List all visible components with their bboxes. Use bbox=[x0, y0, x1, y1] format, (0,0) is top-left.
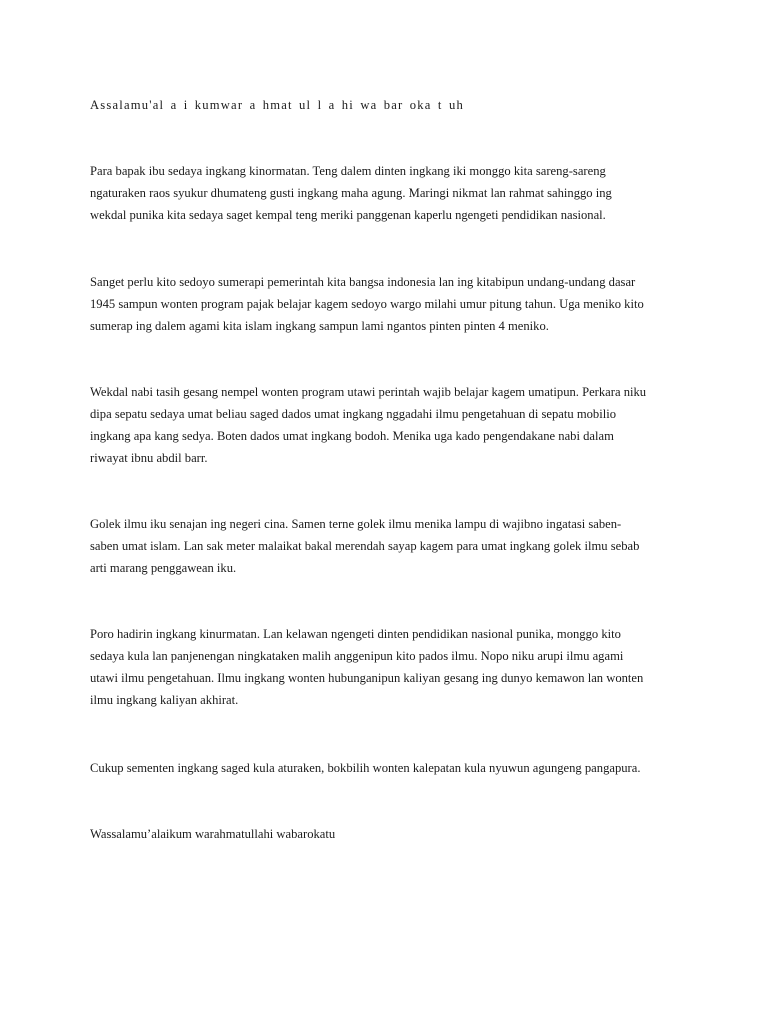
text-line: dipa sepatu sedaya umat beliau saged dados umat ingkang nggadahi ilmu pengetahuan di sepatu mobilio bbox=[90, 407, 617, 421]
text-line: Wekdal nabi tasih gesang nempel wonten program utawi perintah wajib belajar kagem umatipun. Perkara niku bbox=[90, 385, 647, 399]
text-line: ngaturaken raos syukur dhumateng gusti ingkang maha agung. Maringi nikmat lan rahmat sahinggo ing bbox=[90, 186, 612, 200]
text-line: Para bapak ibu sedaya ingkang kinormatan. Teng dalem dinten ingkang iki monggo kita sareng-sareng bbox=[90, 164, 606, 178]
text-line: 1945 sampun wonten program pajak belajar kagem sedoyo wargo milahi umur pitung tahun. Uga meniko kito bbox=[90, 297, 644, 311]
closing-greeting bbox=[90, 823, 690, 845]
text-line: sumerap ing dalem agami kita islam ingkang sampun lami ngantos pinten pinten 4 meniko. bbox=[90, 319, 549, 333]
text-line: wekdal punika kita sedaya saget kempal teng meriki panggenan kaperlu ngengeti pendidikan nasional. bbox=[90, 208, 606, 222]
paragraph-2 bbox=[90, 271, 690, 337]
text-line: ilmu ingkang kaliyan akhirat. bbox=[90, 693, 239, 707]
paragraph-4 bbox=[90, 513, 690, 579]
text-line: ingkang apa kang sedya. Boten dados umat ingkang bodoh. Menika uga kado pengendakane nabi dalam bbox=[90, 429, 614, 443]
paragraph-1 bbox=[90, 160, 690, 226]
text-line: riwayat ibnu abdil barr. bbox=[90, 451, 208, 465]
text-line: Sanget perlu kito sedoyo sumerapi pemerintah kita bangsa indonesia lan ing kitabipun undang-undang dasar bbox=[90, 275, 636, 289]
text-line: sedaya kula lan panjenengan ningkataken malih anggenipun kito pados ilmu. Nopo niku arupi ilmu agami bbox=[90, 649, 624, 663]
text-line: Assalamu'al a i kumwar a hmat ul l a hi wa bar oka t uh bbox=[90, 98, 464, 112]
text-line: Cukup sementen ingkang saged kula aturaken, bokbilih wonten kalepatan kula nyuwun agungeng pangapura. bbox=[90, 761, 641, 775]
text-line: Wassalamu’alaikum warahmatullahi wabarokatu bbox=[90, 827, 336, 841]
text-line: utawi ilmu pengetahuan. Ilmu ingkang wonten hubunganipun kaliyan gesang ing dunyo kemawon lan wonten bbox=[90, 671, 644, 685]
opening-greeting bbox=[90, 94, 690, 116]
paragraph-3 bbox=[90, 381, 690, 469]
text-line: Poro hadirin ingkang kinurmatan. Lan kelawan ngengeti dinten pendidikan nasional punika, monggo kito bbox=[90, 627, 621, 641]
paragraph-6 bbox=[90, 757, 690, 779]
text-line: Golek ilmu iku senajan ing negeri cina. Samen terne golek ilmu menika lampu di wajibno ingatasi saben- bbox=[90, 517, 622, 531]
text-line: arti marang penggawean iku. bbox=[90, 561, 237, 575]
paragraph-5 bbox=[90, 623, 690, 711]
text-line: saben umat islam. Lan sak meter malaikat bakal merendah sayap kagem para umat ingkang golek ilmu sebab bbox=[90, 539, 640, 553]
